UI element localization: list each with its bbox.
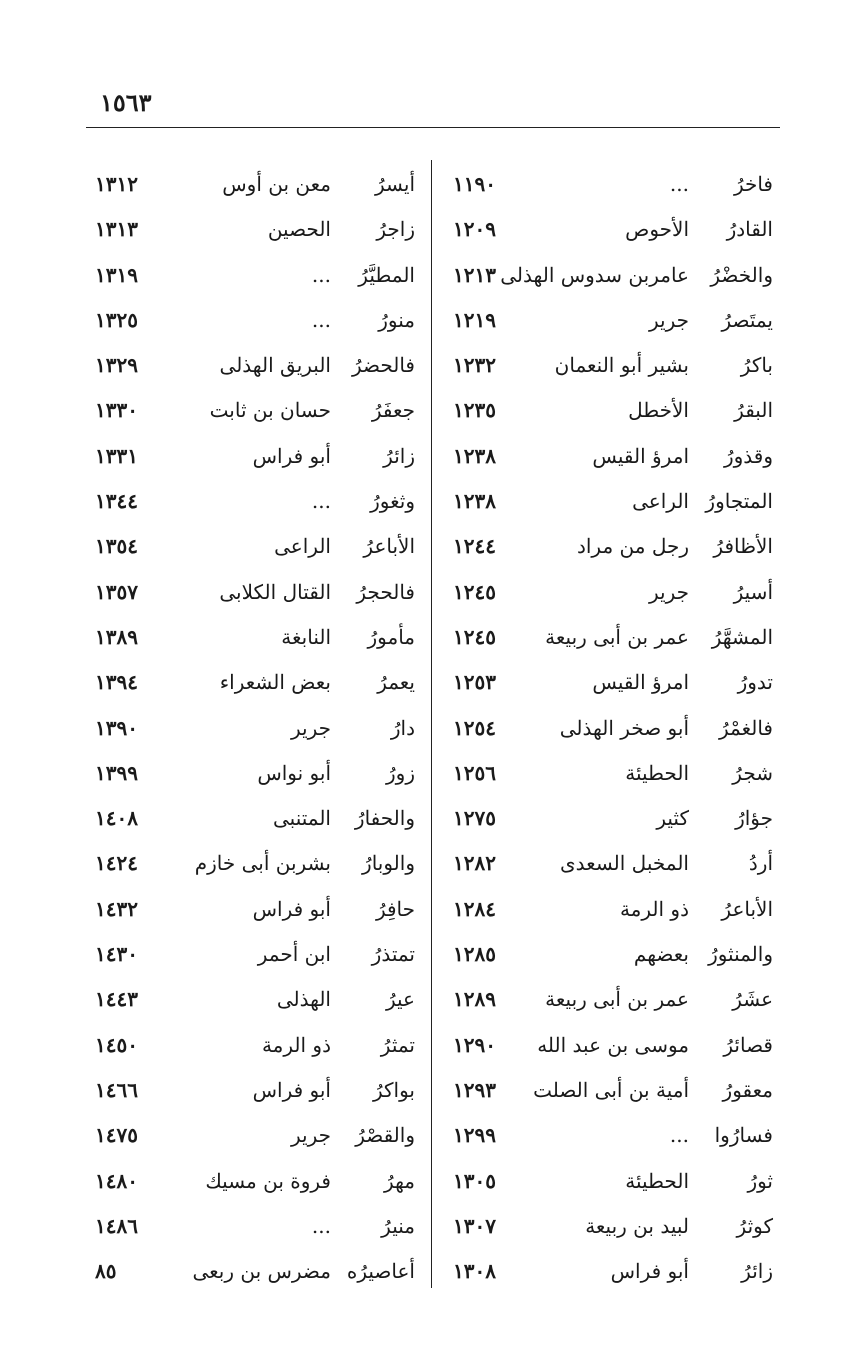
page-reference: ١٤٦٦ [95,1077,138,1102]
index-entry [95,162,415,207]
index-entry [95,1113,415,1158]
page-reference: ١٤٨٠ [95,1168,138,1193]
index-entry [95,1159,415,1204]
poet-name: ابن أحمر [257,942,331,967]
index-entry [453,162,773,207]
index-entry [453,570,773,615]
poet-name: الراعى [632,489,689,514]
index-entry [95,660,415,705]
rhyme-word: المتجاورُ [705,489,773,514]
index-entry [453,1159,773,1204]
poet-name: معن بن أوس [222,172,331,196]
page-reference: ١٢١٩ [453,307,496,332]
header-rule [86,127,780,128]
index-entry [95,388,415,433]
rhyme-word: الأباعرُ [721,896,773,921]
poet-name: كثير [656,806,689,831]
rhyme-word: والمنثورُ [708,942,773,967]
poet-name: الحطيئة [625,1168,689,1193]
poet-name: أبو فراس [610,1259,689,1284]
rhyme-word: القادرُ [726,217,773,242]
index-entry [95,751,415,796]
index-entry [453,1023,773,1068]
page-reference: ١٣١٢ [95,172,138,196]
poet-name: ... [311,262,331,287]
poet-name: رجل من مراد [576,534,689,559]
rhyme-word: ثورُ [747,1168,773,1193]
poet-name: عمر بن أبى ربيعة [545,624,689,649]
page-reference: ١٣١٣ [95,217,138,242]
page-reference: ١٣٠٥ [453,1168,496,1193]
rhyme-word: بواكرُ [372,1077,415,1102]
rhyme-word: كوثرُ [736,1213,773,1238]
poet-name: فروة بن مسيك [205,1168,331,1193]
rhyme-word: تمثرُ [380,1032,415,1057]
index-entry [95,298,415,343]
page-reference: ١٢٥٦ [453,760,496,785]
index-entry [453,706,773,751]
poet-name: الراعى [274,534,331,559]
index-entry [95,615,415,660]
rhyme-word: أيسرُ [375,172,415,196]
poet-name: موسى بن عبد الله [537,1032,689,1057]
index-entry [453,660,773,705]
poet-name: مضرس بن ربعى [192,1259,331,1284]
index-entry [453,615,773,660]
page-reference: ١٢٩٣ [453,1077,496,1102]
index-entry [453,388,773,433]
poet-name: جرير [649,307,689,332]
index-entry [453,343,773,388]
rhyme-word: فالحضرُ [351,353,415,378]
poet-name: أبو فراس [252,1077,331,1102]
page-reference: ١٣٢٩ [95,353,138,378]
rhyme-word: عيرُ [385,987,415,1012]
index-entry [453,841,773,886]
poet-name: أبو فراس [252,896,331,921]
rhyme-word: والقصْرُ [355,1123,415,1148]
page-reference: ١٢٤٥ [453,579,496,604]
page-reference: ١٤٨٦ [95,1213,138,1238]
rhyme-word: جؤارُ [735,806,773,831]
index-entry [453,1068,773,1113]
index-entry [453,1249,773,1294]
poet-name: الهذلى [276,987,331,1012]
poet-name: امرؤ القيس [592,670,689,695]
rhyme-word: وقذورُ [723,443,773,468]
page-number: ١٥٦٣ [100,88,152,117]
rhyme-word: فالحجرُ [356,579,415,604]
rhyme-word: فسارُوا [714,1123,773,1148]
index-entry [95,524,415,569]
poet-name: ذو الرمة [261,1032,331,1057]
index-entry [453,887,773,932]
poet-name: بشير أبو النعمان [554,353,689,378]
page-reference: ١٣٣١ [95,443,138,468]
page-reference: ١٢٣٨ [453,489,496,514]
index-entry [453,1204,773,1249]
page-reference: ١٢١٣ [453,262,496,287]
rhyme-word: المشهَّرُ [711,624,773,649]
rhyme-word: معقورُ [722,1077,773,1102]
page-reference: ١٢٠٩ [453,217,496,242]
rhyme-word: باكرُ [740,353,773,378]
index-entry [453,524,773,569]
rhyme-word: وثغورُ [370,489,415,514]
rhyme-word: عشَرُ [732,987,773,1012]
page-reference: ١٢٨٥ [453,942,496,967]
index-entry [95,479,415,524]
poet-name: حسان بن ثابت [209,398,331,423]
poet-name: أبو فراس [252,443,331,468]
page-reference: ١٤٧٥ [95,1123,138,1148]
poet-name: القتال الكلابى [219,579,331,604]
page-reference: ١٤٣٠ [95,942,138,967]
rhyme-word: الأباعرُ [363,534,415,559]
rhyme-word: شجرُ [732,760,773,785]
page-reference: ١٢٥٣ [453,670,496,695]
page-reference: ١٤٣٢ [95,896,138,921]
rhyme-word: زاجرُ [376,217,415,242]
rhyme-word: حافِرُ [375,896,415,921]
poet-name: الحصين [267,217,331,242]
index-entry [95,343,415,388]
page-reference: ١٣٩٠ [95,715,138,740]
column-divider [431,160,432,1288]
page-reference: ١٣٩٩ [95,760,138,785]
page-reference: ١٣٨٩ [95,624,138,649]
page-reference: ١٢٩٠ [453,1032,496,1057]
index-entry [95,1023,415,1068]
index-entry [453,298,773,343]
poet-name: عامربن سدوس الهذلى [500,262,689,287]
page-reference: ١١٩٠ [453,172,496,196]
page-reference: ١٢٨٩ [453,987,496,1012]
poet-name: بعض الشعراء [219,670,331,695]
index-entry [453,751,773,796]
poet-name: بعضهم [633,942,689,967]
poet-name: الحطيئة [625,760,689,785]
rhyme-word: قصائرُ [723,1032,773,1057]
left-column [95,162,415,1294]
poet-name: البريق الهذلى [219,353,331,378]
rhyme-word: زورُ [386,760,415,785]
rhyme-word: تدورُ [737,670,773,695]
page-reference: ١٢٥٤ [453,715,496,740]
poet-name: الأحوص [625,217,689,242]
poet-name: النابغة [281,624,331,649]
page-reference: ١٤٠٨ [95,806,138,831]
rhyme-word: منيرُ [381,1213,415,1238]
page-reference: ١٢٣٨ [453,443,496,468]
rhyme-word: والوبارُ [362,851,415,876]
index-entry [453,253,773,298]
index-entry [453,1113,773,1158]
poet-name: المتنبى [273,806,331,831]
index-entry [95,1068,415,1113]
page-reference: ١٣٠٨ [453,1259,496,1284]
page-reference: ١٢٧٥ [453,806,496,831]
rhyme-word: زائرُ [741,1259,773,1284]
rhyme-word: مأمورُ [367,624,415,649]
index-entry [95,1204,415,1249]
rhyme-word: أردُ [748,851,773,876]
rhyme-word: والحفارُ [354,806,415,831]
index-entry [95,796,415,841]
poet-name: الأخطل [628,398,689,423]
poet-name: ذو الرمة [619,896,689,921]
rhyme-word: زائرُ [383,443,415,468]
index-entry [453,207,773,252]
index-entry [453,977,773,1022]
poet-name: ... [311,307,331,332]
page-reference: ١٣٩٤ [95,670,138,695]
index-entry [95,887,415,932]
page-reference: ١٣١٩ [95,262,138,287]
page-reference: ١٢٩٩ [453,1123,496,1148]
poet-name: عمر بن أبى ربيعة [545,987,689,1012]
page-reference: ١٤٥٠ [95,1032,138,1057]
page-reference: ١٢٤٥ [453,624,496,649]
page-reference: ١٣٥٤ [95,534,138,559]
poet-name: ... [669,172,689,196]
rhyme-word: أسيرُ [733,579,773,604]
index-entry [95,207,415,252]
poet-name: أمية بن أبى الصلت [533,1077,689,1102]
index-entry [95,706,415,751]
page-reference: ١٢٣٥ [453,398,496,423]
page-reference: ١٣٠٧ [453,1213,496,1238]
rhyme-word: الأظافرُ [713,534,773,559]
rhyme-word: البقرُ [734,398,773,423]
index-entry [453,932,773,977]
page-reference: ١٣٣٠ [95,398,138,423]
rhyme-word: فالغمْرُ [719,715,773,740]
rhyme-word: مهرُ [384,1168,415,1193]
poet-name: جرير [291,715,331,740]
index-entry [95,1249,415,1294]
rhyme-word: فاخرُ [733,172,773,196]
index-entry [453,479,773,524]
rhyme-word: يعمرُ [377,670,415,695]
index-entry [95,841,415,886]
rhyme-word: منورُ [378,307,415,332]
poet-name: جرير [291,1123,331,1148]
page-reference: ١٤٢٤ [95,851,138,876]
poet-name: ... [311,489,331,514]
right-column [453,162,773,1294]
rhyme-word: تمتذرُ [371,942,415,967]
page-reference: ١٤٤٣ [95,987,138,1012]
index-entry [95,253,415,298]
page-reference: ١٢٣٢ [453,353,496,378]
poet-name: أبو نواس [257,760,331,785]
page-reference: ١٣٥٧ [95,579,138,604]
index-entry [95,434,415,479]
rhyme-word: المطيَّرُ [358,262,415,287]
page-reference: ١٢٨٢ [453,851,496,876]
page-reference: ١٣٢٥ [95,307,138,332]
rhyme-word: أعاصيرُه [346,1259,415,1284]
page-reference: ١٢٤٤ [453,534,496,559]
index-entry [95,570,415,615]
poet-name: بشربن أبى خازم [194,851,331,876]
poet-name: أبو صخر الهذلى [559,715,689,740]
index-entry [453,796,773,841]
poet-name: ... [669,1123,689,1148]
index-entry [453,434,773,479]
page-reference: ١٢٨٤ [453,896,496,921]
poet-name: لبيد بن ربيعة [585,1213,689,1238]
poet-name: امرؤ القيس [592,443,689,468]
index-entry [95,977,415,1022]
poet-name: جرير [649,579,689,604]
page-reference: ١٣٤٤ [95,489,138,514]
rhyme-word: جعفَرُ [371,398,415,423]
poet-name: المخبل السعدى [560,851,689,876]
rhyme-word: والخضْرُ [710,262,773,287]
poet-name: ... [311,1213,331,1238]
rhyme-word: يمتَصرُ [721,307,773,332]
page-reference: ٨٥ [95,1259,117,1284]
rhyme-word: دارُ [390,715,415,740]
index-entry [95,932,415,977]
